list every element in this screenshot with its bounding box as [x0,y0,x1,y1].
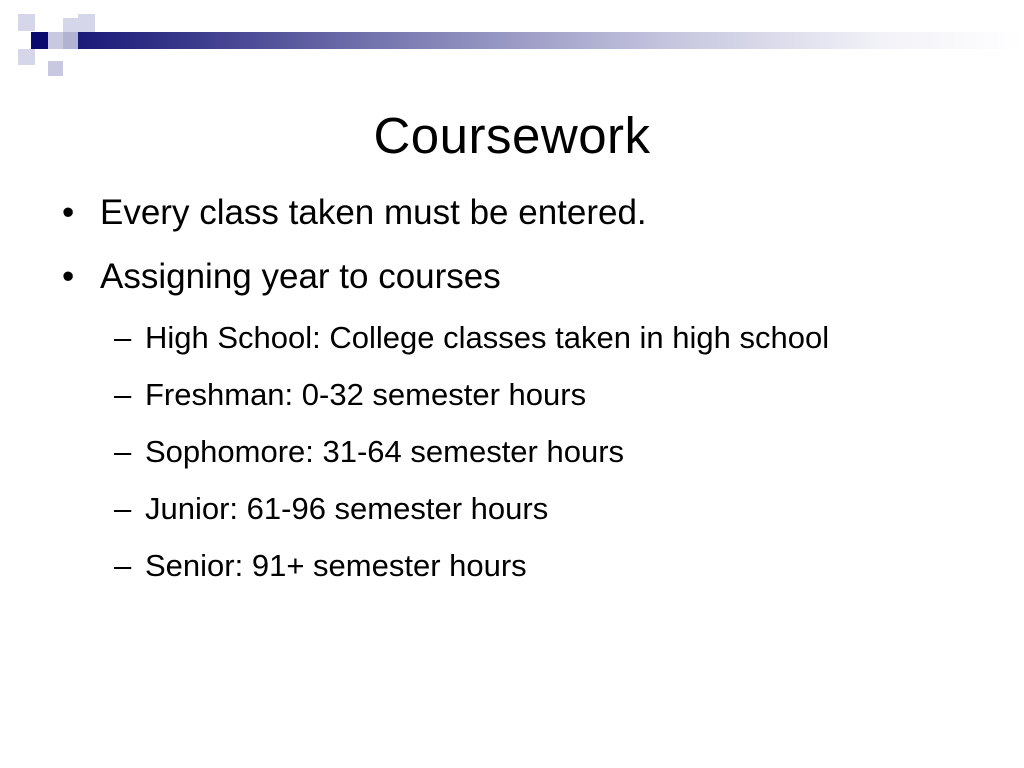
sub-bullet-marker: – [114,548,132,583]
decor-square [31,32,48,49]
sub-bullet-text: Junior: 61-96 semester hours [145,491,549,526]
sub-bullet-text: Freshman: 0-32 semester hours [145,377,587,412]
sub-bullet-item [56,373,1006,417]
sub-bullet-text: Sophomore: 31-64 semester hours [145,434,625,469]
decor-square [48,61,63,76]
sub-bullet-text: Senior: 91+ semester hours [145,548,527,583]
sub-bullet-item [56,316,1006,360]
sub-bullet-item [56,487,1006,531]
bullet-list [56,188,1006,601]
sub-bullet-marker: – [114,434,132,469]
decor-square [78,14,95,32]
sub-bullet-item [56,544,1006,588]
bullet-marker: • [62,193,75,232]
sub-bullet-text: High School: College classes taken in high school [145,320,830,355]
bullet-item [56,252,1006,302]
sub-bullet-item [56,430,1006,474]
slide-title: Coursework [373,107,651,164]
header-gradient-bar [78,32,1024,49]
decor-square [63,18,78,32]
decor-square [63,32,78,49]
bullet-marker: • [62,257,75,296]
decor-square [48,32,63,49]
bullet-text: Every class taken must be entered. [100,193,647,232]
sub-bullet-marker: – [114,491,132,526]
bullet-text: Assigning year to courses [100,257,501,296]
sub-bullet-marker: – [114,320,132,355]
decor-square [18,14,35,31]
sub-bullet-marker: – [114,377,132,412]
decor-square [18,49,35,65]
bullet-item [56,188,1006,238]
